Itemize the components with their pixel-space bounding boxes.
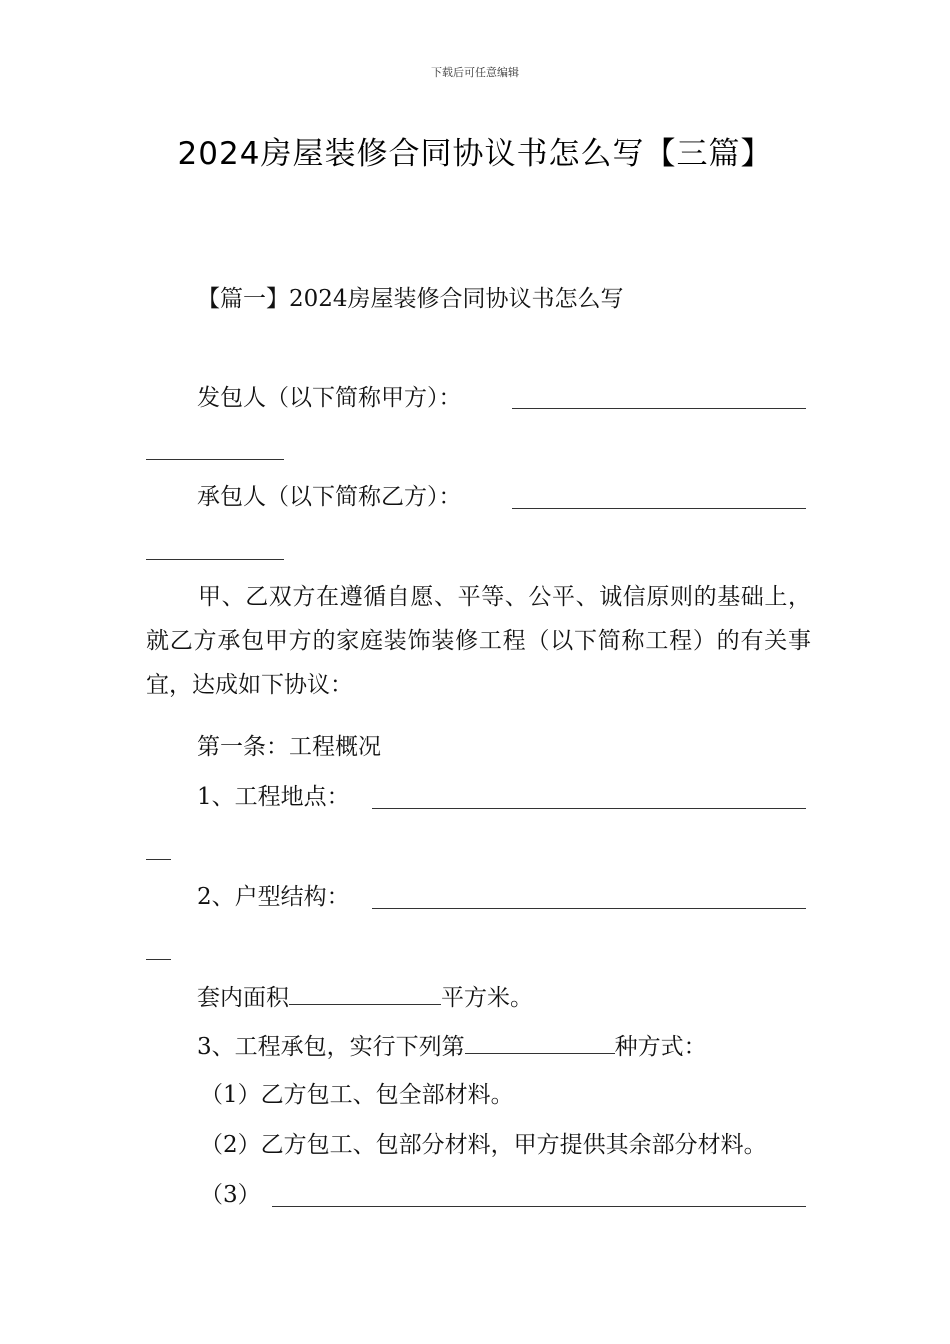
item-3-line: [197, 1031, 707, 1062]
item-2-blank-continued: [146, 959, 171, 960]
item-3-prefix: 3、工程承包，实行下列第: [197, 1034, 465, 1060]
item-1-blank-continued: [146, 859, 171, 860]
document-title: 2024房屋装修合同协议书怎么写【三篇】: [177, 136, 773, 172]
area-suffix: 平方米。: [441, 985, 533, 1011]
item-3-blank: [465, 1031, 615, 1054]
option-3-blank: [272, 1206, 806, 1207]
section-heading: 【篇一】2024房屋装修合同协议书怎么写: [197, 286, 624, 312]
party-a-blank: [512, 408, 806, 409]
party-b-blank-continued: [146, 559, 284, 560]
article-1-heading: 第一条：工程概况: [197, 734, 381, 760]
option-3-label: （3）: [200, 1182, 261, 1208]
item-2-blank: [372, 908, 806, 909]
item-3-suffix: 种方式：: [614, 1034, 707, 1060]
area-line: [197, 982, 533, 1013]
item-1-blank: [372, 808, 806, 809]
party-b-blank: [512, 508, 806, 509]
item-1-label: 1、工程地点：: [197, 784, 350, 810]
intro-paragraph: 甲、乙双方在遵循自愿、平等、公平、诚信原则的基础上，就乙方承包甲方的家庭装饰装修工程（以下简称工程）的有关事宜，达成如下协议：: [146, 584, 811, 698]
area-blank: [289, 982, 441, 1005]
option-2: （2）乙方包工、包部分材料，甲方提供其余部分材料。: [200, 1132, 767, 1158]
area-prefix: 套内面积: [197, 985, 289, 1011]
party-a-blank-continued: [146, 459, 284, 460]
party-b-label: 承包人（以下简称乙方）：: [197, 484, 462, 510]
header-note: 下载后可任意编辑: [431, 66, 519, 79]
item-2-label: 2、户型结构：: [197, 884, 350, 910]
option-1: （1）乙方包工、包全部材料。: [200, 1082, 514, 1108]
party-a-label: 发包人（以下简称甲方）：: [197, 385, 462, 411]
